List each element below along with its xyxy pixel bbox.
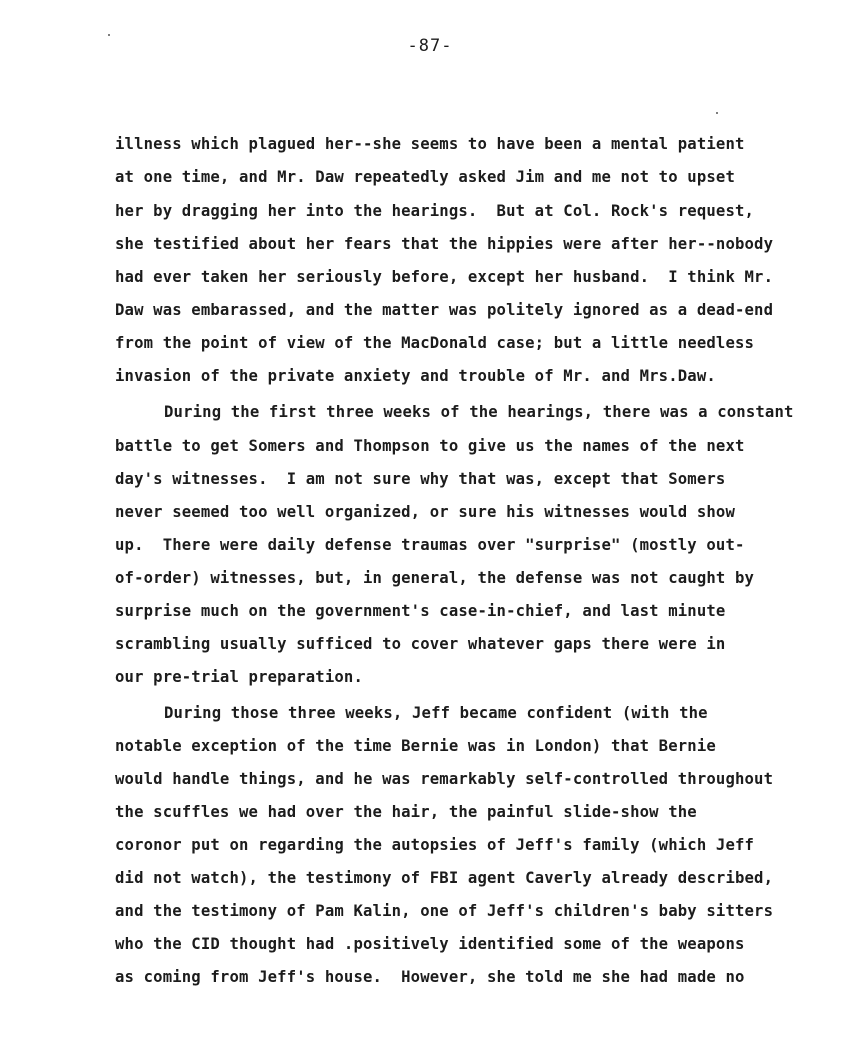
- text-line: at one time, and Mr. Daw repeatedly asked Jim and me not to upset: [115, 168, 735, 186]
- text-line: as coming from Jeff's house. However, she told me she had made no: [115, 968, 745, 986]
- text-line: up. There were daily defense traumas over "surprise" (mostly out-: [115, 536, 745, 554]
- text-line: surprise much on the government's case-in-chief, and last minute: [115, 602, 726, 620]
- scan-speck: [108, 34, 110, 36]
- text-line: battle to get Somers and Thompson to give us the names of the next: [115, 437, 745, 455]
- text-line: our pre-trial preparation.: [115, 668, 363, 686]
- text-line: she testified about her fears that the hippies were after her--nobody: [115, 235, 774, 253]
- page-number: -87-: [407, 36, 453, 56]
- text-line: coronor put on regarding the autopsies of Jeff's family (which Jeff: [115, 836, 755, 854]
- text-line: and the testimony of Pam Kalin, one of Jeff's children's baby sitters: [115, 902, 774, 920]
- text-line: day's witnesses. I am not sure why that was, except that Somers: [115, 470, 726, 488]
- text-line: the scuffles we had over the hair, the painful slide-show the: [115, 803, 697, 821]
- text-line: did not watch), the testimony of FBI agent Caverly already described,: [115, 869, 774, 887]
- text-line: who the CID thought had .positively identified some of the weapons: [115, 935, 745, 953]
- text-line: from the point of view of the MacDonald case; but a little needless: [115, 334, 755, 352]
- text-line: invasion of the private anxiety and trouble of Mr. and Mrs.Daw.: [115, 367, 716, 385]
- text-line: scrambling usually sufficed to cover whatever gaps there were in: [115, 635, 726, 653]
- text-line: Daw was embarassed, and the matter was politely ignored as a dead-end: [115, 301, 774, 319]
- text-line: During the first three weeks of the hearings, there was a constant: [164, 403, 794, 421]
- text-line: illness which plagued her--she seems to have been a mental patient: [115, 135, 745, 153]
- scan-speck: [716, 112, 718, 114]
- text-line: would handle things, and he was remarkably self-controlled throughout: [115, 770, 774, 788]
- text-line: had ever taken her seriously before, except her husband. I think Mr.: [115, 268, 774, 286]
- text-line: notable exception of the time Bernie was in London) that Bernie: [115, 737, 716, 755]
- text-line: of-order) witnesses, but, in general, the defense was not caught by: [115, 569, 755, 587]
- text-line: her by dragging her into the hearings. But at Col. Rock's request,: [115, 202, 755, 220]
- text-line: During those three weeks, Jeff became confident (with the: [164, 704, 708, 722]
- text-line: never seemed too well organized, or sure his witnesses would show: [115, 503, 735, 521]
